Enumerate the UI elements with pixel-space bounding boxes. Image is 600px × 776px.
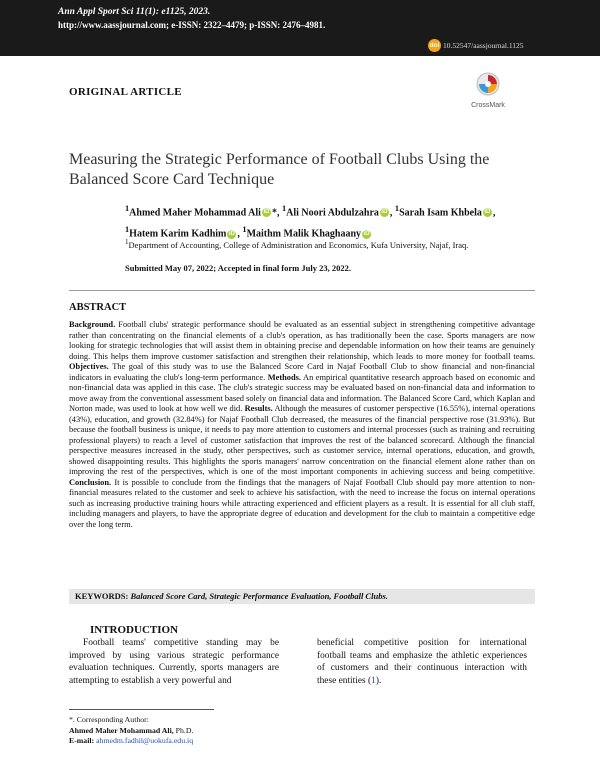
background-text: Football clubs' strategic performance should be evaluated as an essential subject in strengthening competitive advantage rather than concentrating on the financial elements of a club's operation, as has traditionally been the case. Sports managers are now looking for strategic technologies that will assist them in obtaining precise and dependable information on how their teams are genuinely doing. This helps them improve customer satisfaction and strengthen their relationship, which leads to more money for football teams. [69, 320, 536, 361]
corresponding-author-name: Ahmed Maher Mohammad Ali, [69, 725, 174, 735]
doi-icon: doi [428, 39, 441, 52]
results-label: Results. [244, 404, 273, 413]
journal-citation: Ann Appl Sport Sci 11(1): e1125, 2023. [58, 7, 211, 17]
abstract-body [69, 320, 535, 530]
author-affil-sup: 1 [125, 225, 130, 235]
section-divider [69, 290, 535, 291]
abstract-heading: ABSTRACT [69, 302, 127, 313]
keywords-box [69, 589, 535, 604]
affiliation [125, 238, 468, 250]
affiliation-text: Department of Accounting, College of Administration and Economics, Kufa University, Najaf, Iraq. [128, 239, 469, 250]
email-link[interactable]: ahmedm.fadhil@uokufa.edu.iq [96, 736, 194, 745]
author-name: Hatem Karim Kadhim [129, 228, 227, 240]
introduction-left-column: Football teams' competitive standing may be improved by using various strategic performance evaluation techniques. Currently, sports managers are attempting to establish a very powerful and [69, 638, 279, 686]
crossmark-badge[interactable] [465, 72, 511, 109]
author-affil-sup: 1 [394, 204, 400, 213]
doi-text[interactable]: 10.52547/aassjournal.1125 [443, 41, 524, 50]
author-name: Ali Noori Abdulzahra [286, 207, 379, 219]
corresponding-author-degree: Ph.D. [173, 725, 194, 735]
methods-label: Methods. [267, 372, 301, 382]
orcid-icon[interactable]: iD [484, 209, 491, 216]
orcid-icon[interactable]: iD [363, 230, 370, 237]
crossmark-label: CrossMark [471, 102, 505, 109]
author-affil-sup: 1 [242, 225, 247, 235]
author-affil-sup: 1 [281, 204, 287, 213]
conclusion-label: Conclusion. [69, 477, 112, 487]
methods-text: An empirical quantitative research approach based on economic and non-financial data was applied in this case. The club's strategic success may be evaluated based on non-financial data and information to move away from the conventional assessment based solely on financial data and information. The Balanced Score Card, which Kaplan and Norton made, was used to look at how well we did. [69, 372, 535, 413]
journal-header-bar [0, 0, 600, 56]
email-label: E-mail: [69, 736, 95, 745]
author-separator: , [237, 228, 240, 240]
introduction-right-end: ). [375, 675, 382, 686]
author-separator: , [492, 207, 496, 219]
keywords-label: KEYWORDS: [75, 591, 129, 601]
orcid-icon[interactable]: iD [263, 209, 270, 216]
conclusion-text: It is possible to conclude from the findings that the managers of Najaf Football Club should pay more attention to non-financial measures related to the customer and seek to achieve his satisfaction, with the need to increase the focus on internal operations such as increasing productive training hours while attracting experienced and efficient players as a result. It is essential for all club staff, including managers and players, to have the appropriate degree of education and development for the club to maintain a competitive edge over the long term. [69, 477, 536, 529]
introduction-right-column [317, 637, 527, 687]
footnote-divider [69, 709, 214, 710]
author-affil-sup: 1 [125, 204, 130, 213]
article-title: Measuring the Strategic Performance of Football Clubs Using the Balanced Score Card Technique [69, 151, 490, 188]
keywords-text: Balanced Score Card, Strategic Performance Evaluation, Football Clubs. [130, 591, 388, 601]
objectives-text: The goal of this study was to use the Balanced Score Card in Najaf Football Club to show financial and non-financial indicators in evaluating the club's long-term performance. [69, 362, 535, 382]
results-text: Although the measures of customer perspective (16.55%), internal operations (43%), education, and growth (32.84%) for Najaf Football Club decreased, the measures of the financial perspective rose (31.93%). But because the football business is unique, it needs to pay more attention to customers and internal processes (such as training and recruiting professional players) to reach a level of customer satisfaction that improves the rest of the balanced scorecard. Although the financial perspective measures increased in the study, other perspectives, such as customer service, internal operations, education, and growth, showed disappointing results. This highlights the sports managers' narrow concentration on the financial element alone rather than on improving the rest of the perspectives, which is one of the most important components in achieving success and being competitive. [69, 404, 536, 476]
author-name: Sarah Isam Khbela [399, 207, 482, 219]
orcid-icon[interactable]: iD [381, 209, 388, 216]
objectives-label: Objectives. [69, 362, 109, 371]
author-list [125, 200, 545, 243]
corresponding-label: *. Corresponding Author: [69, 715, 149, 724]
introduction-right-text: beneficial competitive position for international football teams and emphasize the athletic experiences of customers and their continuous interaction with these entities ( [317, 638, 527, 686]
journal-url-issn[interactable]: http://www.aassjournal.com; e-ISSN: 2322–4479; p-ISSN: 2476–4981. [58, 20, 326, 30]
author-mark: *, [271, 207, 280, 219]
reference-link[interactable]: 1 [371, 675, 376, 686]
author-name: Maithm Malik Khaghaany [246, 228, 362, 240]
article-type: ORIGINAL ARTICLE [69, 86, 182, 98]
introduction-heading: INTRODUCTION [90, 624, 179, 636]
footnote [69, 715, 193, 747]
affiliation-sup: 1 [125, 238, 129, 246]
submission-dates: Submitted May 07, 2022; Accepted in final form July 23, 2022. [125, 263, 351, 273]
corresponding-email [69, 736, 193, 747]
orcid-icon[interactable]: iD [228, 230, 235, 237]
author-name: Ahmed Maher Mohammad Ali [129, 207, 261, 219]
author-separator: , [389, 207, 393, 219]
doi-link[interactable] [428, 39, 524, 52]
crossmark-icon [476, 72, 500, 96]
corresponding-author [69, 726, 193, 737]
background-label: Background. [69, 320, 116, 329]
